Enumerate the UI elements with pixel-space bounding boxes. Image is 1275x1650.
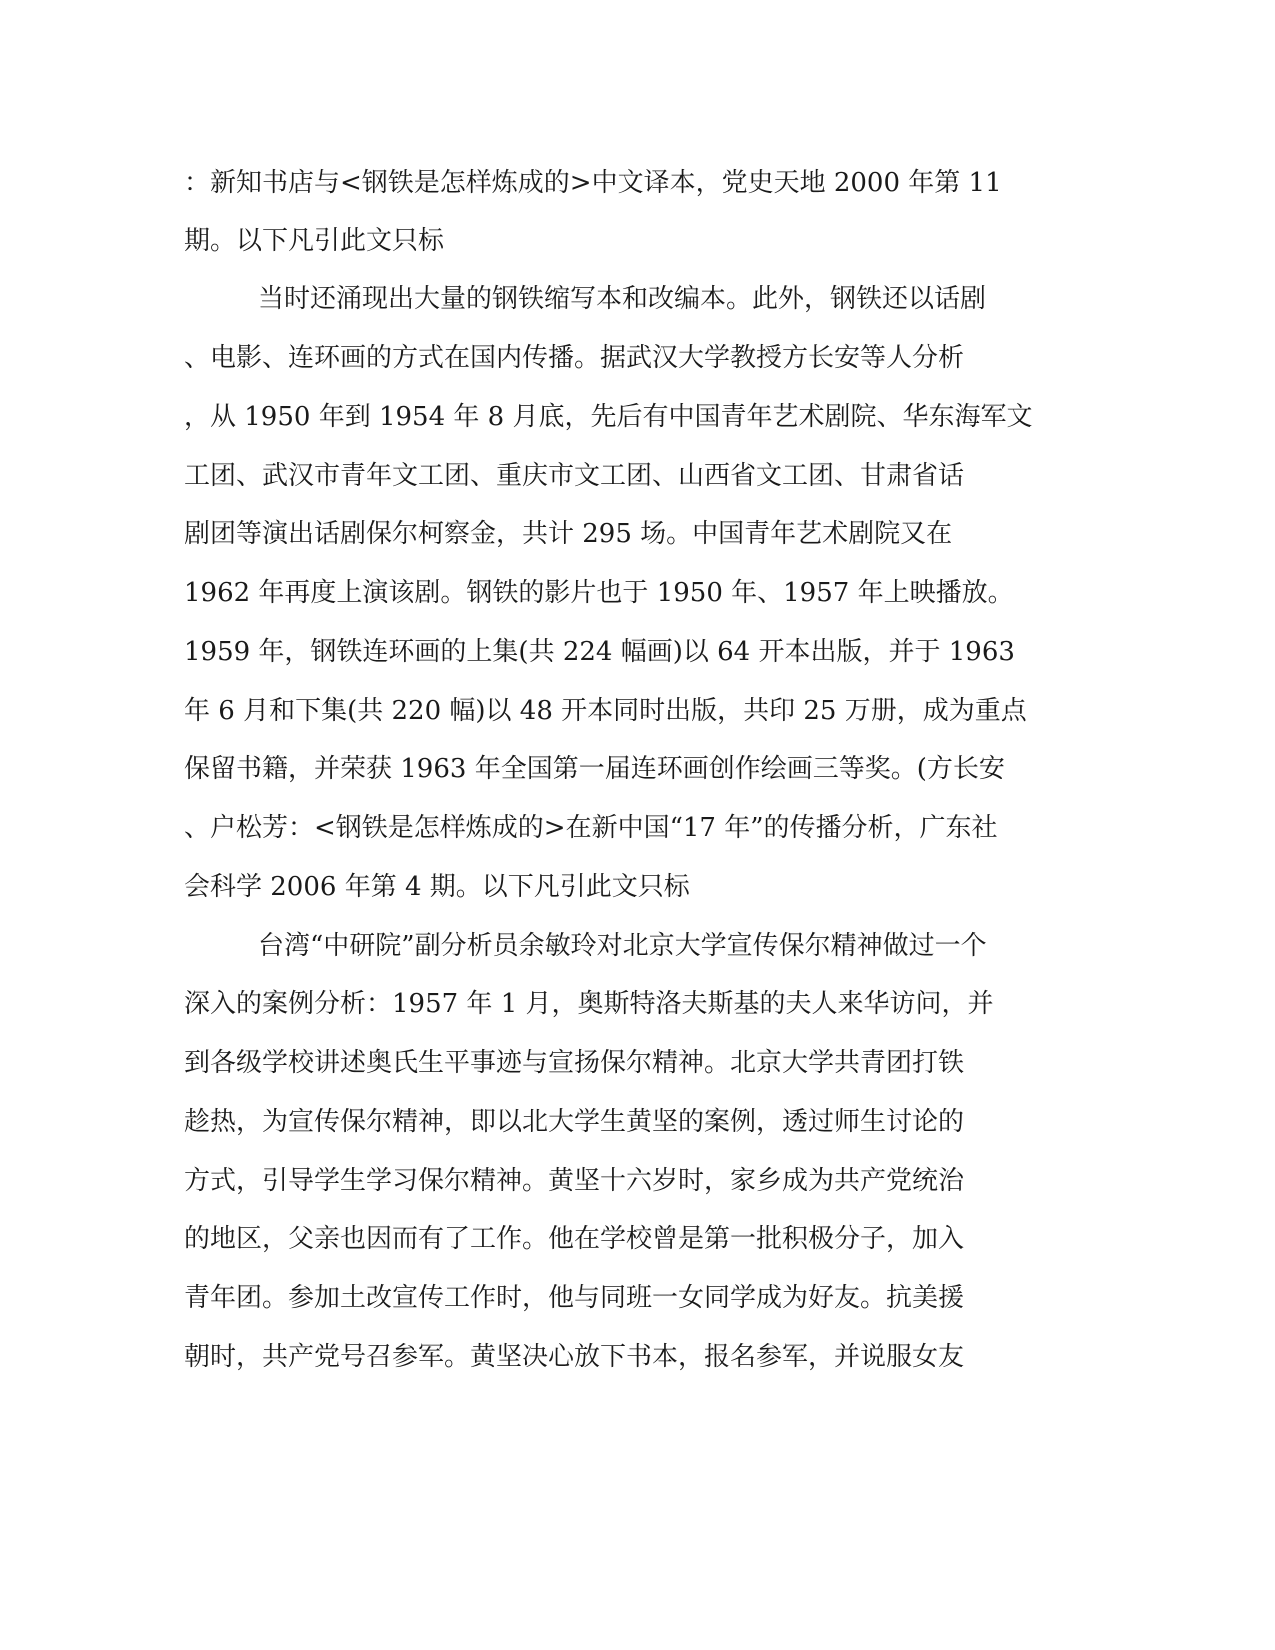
text-line: 朝时，共产党号召参军。黄坚决心放下书本，报名参军，并说服女友: [184, 1342, 965, 1372]
text-line: 年 6 月和下集(共 220 幅)以 48 开本同时出版，共印 25 万册，成为重点: [184, 696, 1027, 726]
text-line: ：新知书店与<钢铁是怎样炼成的>中文译本，党史天地 2000 年第 11: [184, 168, 1002, 198]
paragraph-first-line: 当时还涌现出大量的钢铁缩写本和改编本。此外，钢铁还以话剧: [258, 284, 987, 314]
text-line: 1962 年再度上演该剧。钢铁的影片也于 1950 年、1957 年上映播放。: [184, 578, 1014, 608]
text-line: ，从 1950 年到 1954 年 8 月底，先后有中国青年艺术剧院、华东海军文: [184, 402, 1033, 432]
text-line: 1959 年，钢铁连环画的上集(共 224 幅画)以 64 开本出版，并于 1963: [184, 637, 1015, 667]
paragraph-first-line: 台湾“中研院”副分析员余敏玲对北京大学宣传保尔精神做过一个: [258, 931, 987, 961]
text-line: 趁热，为宣传保尔精神，即以北大学生黄坚的案例，透过师生讨论的: [184, 1107, 965, 1137]
text-line: 剧团等演出话剧保尔柯察金，共计 295 场。中国青年艺术剧院又在: [184, 519, 953, 549]
text-line: 青年团。参加土改宣传工作时，他与同班一女同学成为好友。抗美援: [184, 1283, 965, 1313]
text-line: 方式，引导学生学习保尔精神。黄坚十六岁时，家乡成为共产党统治: [184, 1166, 965, 1196]
text-line: 保留书籍，并荣获 1963 年全国第一届连环画创作绘画三等奖。(方长安: [184, 754, 1005, 784]
text-line: 的地区，父亲也因而有了工作。他在学校曾是第一批积极分子，加入: [184, 1224, 965, 1254]
text-line: 期。以下凡引此文只标: [184, 226, 445, 256]
text-line: 会科学 2006 年第 4 期。以下凡引此文只标: [184, 872, 690, 902]
text-line: 深入的案例分析：1957 年 1 月，奥斯特洛夫斯基的夫人来华访问，并: [184, 989, 994, 1019]
text-line: 、电影、连环画的方式在国内传播。据武汉大学教授方长安等人分析: [184, 343, 965, 373]
text-line: 工团、武汉市青年文工团、重庆市文工团、山西省文工团、甘肃省话: [184, 461, 965, 491]
text-line: 、户松芳：<钢铁是怎样炼成的>在新中国“17 年”的传播分析，广东社: [184, 813, 998, 843]
text-line: 到各级学校讲述奥氏生平事迹与宣扬保尔精神。北京大学共青团打铁: [184, 1048, 965, 1078]
